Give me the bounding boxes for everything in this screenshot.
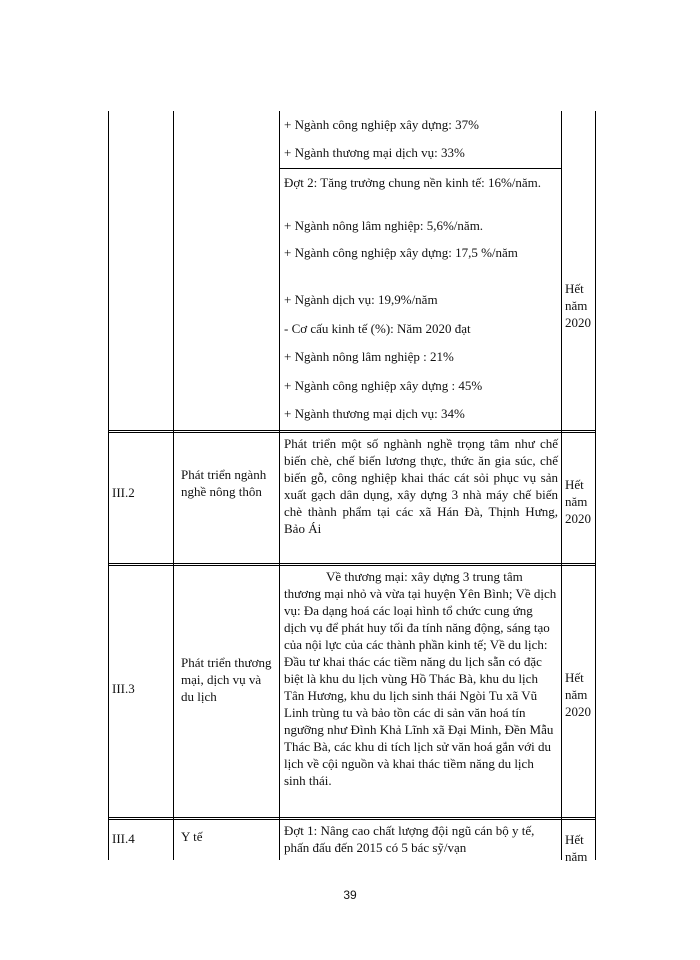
row-name: Phát triển thương mại, dịch vụ và du lịch [181, 655, 272, 704]
continuation-line: + Ngành công nghiệp xây dựng: 37% [284, 117, 479, 132]
continuation-line: + Ngành thương mại dịch vụ: 33% [284, 145, 465, 160]
table-col-divider [561, 111, 562, 860]
table-border-left [108, 111, 109, 860]
table-border-right [595, 111, 596, 860]
row-code: III.4 [112, 831, 135, 846]
page-number: 39 [343, 888, 357, 902]
phase2-item: + Ngành nông lâm nghiệp : 21% [284, 349, 454, 364]
phase2-item: + Ngành thương mại dịch vụ: 34% [284, 406, 465, 421]
table-row-divider [108, 563, 596, 566]
row-code: III.3 [112, 681, 135, 696]
table-col-divider [173, 111, 174, 860]
table-row-divider [279, 168, 562, 169]
row-code: III.2 [112, 485, 135, 500]
row-content: Phát triển một số nghành nghề trọng tâm như chế biến chè, chế biến lương thực, thức ăn gia súc, chế biến gỗ, công nghiệp khai thác cát sỏi phục vụ sản xuất gạch dân dụng, xây dựng 3 nhà máy chế biến chè thành phẩm tại các xã Hán Đà, Thịnh Hưng, Bảo Ái [284, 436, 558, 536]
row-name: Y tế [181, 829, 203, 844]
table-col-divider [279, 111, 280, 860]
row-deadline: Hết năm 2020 [565, 477, 591, 526]
table-row-divider [108, 817, 596, 820]
table-row-divider [108, 430, 596, 433]
phase2-deadline: Hết năm 2020 [565, 281, 591, 330]
phase2-item: + Ngành dịch vụ: 19,9%/năm [284, 292, 438, 307]
phase2-item: - Cơ cấu kinh tế (%): Năm 2020 đạt [284, 321, 471, 336]
phase2-item: + Ngành công nghiệp xây dựng : 45% [284, 378, 483, 393]
row-name: Phát triển ngành nghề nông thôn [181, 467, 267, 499]
phase2-item: + Ngành nông lâm nghiệp: 5,6%/năm. [284, 218, 484, 233]
row-deadline: Hết năm [565, 832, 588, 864]
row-content: Đợt 1: Nâng cao chất lượng đội ngũ cán bộ y tế, phấn đấu đến 2015 có 5 bác sỹ/vạn [284, 823, 535, 855]
phase2-intro: Đợt 2: Tăng trưởng chung nền kinh tế: 16%/năm. [284, 175, 542, 190]
row-content: Về thương mại: xây dựng 3 trung tâm thương mại nhỏ và vừa tại huyện Yên Bình; Về dịch vụ: Đa dạng hoá các loại hình tổ chức cung ứng dịch vụ để phát huy tối đa tính năng động, sáng tạo của nội lực của các thành phần kinh tế; Về du lịch: Đầu tư khai thác các tiềm năng du lịch sẵn có đặc biệt là khu du lịch vùng Hồ Thác Bà, khu du lịch Tân Hương, khu du lịch sinh thái Ngòi Tu xã Vũ Linh trùng tu và bảo tồn các di sản văn hoá tín ngưỡng như Đình Khả Lĩnh xã Đại Minh, Đền Mẫu Thác Bà, các khu di tích lịch sử văn hoá gắn với du lịch về cội nguồn và khai thác tiềm năng du lịch sinh thái. [284, 569, 557, 788]
phase2-item: + Ngành công nghiệp xây dựng: 17,5 %/năm [284, 245, 518, 260]
row-deadline: Hết năm 2020 [565, 670, 591, 719]
